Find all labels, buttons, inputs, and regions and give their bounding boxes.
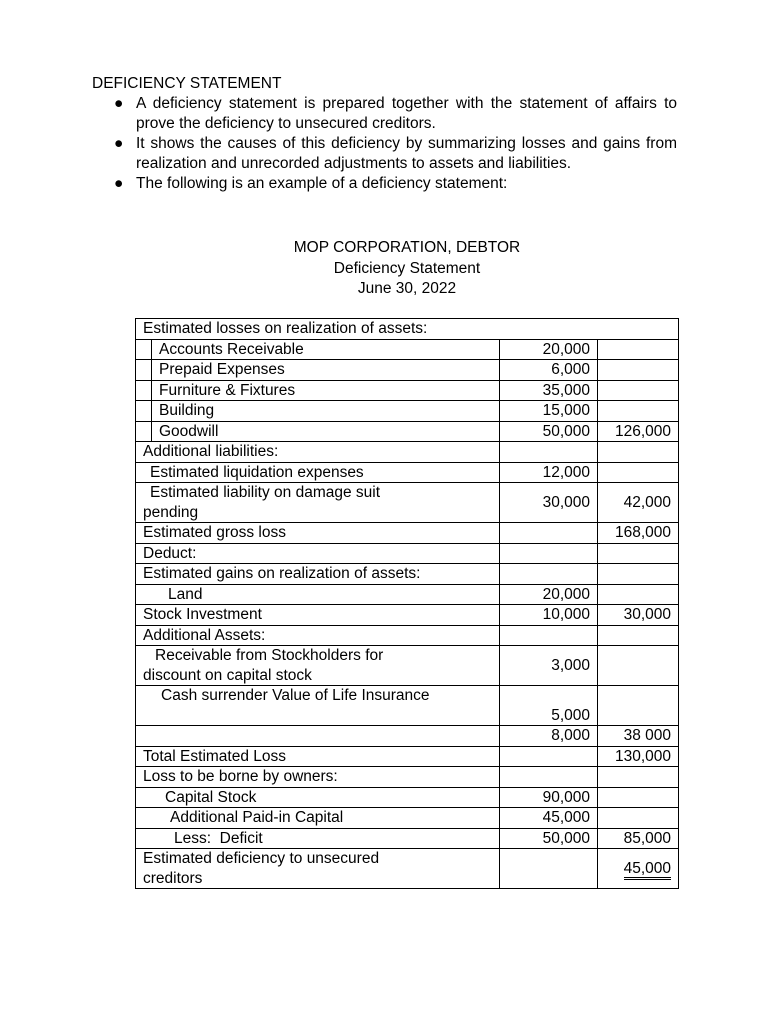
row-label: Stock Investment — [136, 605, 500, 626]
row-label: Furniture & Fixtures — [152, 380, 500, 401]
row-label: Prepaid Expenses — [152, 360, 500, 381]
row-label: Goodwill — [152, 421, 500, 442]
table-row — [136, 421, 679, 442]
final-deficiency-amount: 45,000 — [624, 860, 671, 880]
bullet-item — [92, 174, 677, 194]
bullet-text: The following is an example of a deficiency statement: — [136, 175, 508, 192]
row-amount: 50,000 — [500, 421, 598, 442]
page-heading: DEFICIENCY STATEMENT — [92, 75, 282, 92]
row-label: Estimated gross loss — [136, 523, 500, 544]
row-total: 168,000 — [598, 523, 679, 544]
row-amount: 45,000 — [500, 808, 598, 829]
gains-header: Estimated gains on realization of assets: — [136, 564, 500, 585]
bullet-dot-icon: ● — [114, 135, 124, 152]
statement-date: June 30, 2022 — [357, 280, 457, 297]
table-row — [136, 462, 679, 483]
bullet-text: A deficiency statement is prepared together with the statement of affairs to prove the deficiency to unsecured creditors. — [136, 95, 677, 132]
row-amount: 15,000 — [500, 401, 598, 422]
row-amount: 3,000 — [500, 646, 598, 686]
table-row — [136, 625, 679, 646]
row-label: Estimated liability on damage suit pending — [136, 483, 500, 523]
deduct-label: Deduct: — [136, 543, 500, 564]
row-total: 38 000 — [598, 726, 679, 747]
table-row — [136, 442, 679, 463]
row-amount: 30,000 — [500, 483, 598, 523]
bullet-dot-icon: ● — [114, 175, 124, 192]
row-total: 42,000 — [598, 483, 679, 523]
row-amount: 5,000 — [500, 686, 598, 726]
table-row — [136, 523, 679, 544]
company-name: MOP CORPORATION, DEBTOR — [293, 239, 521, 256]
table-row — [136, 380, 679, 401]
addl-assets-header: Additional Assets: — [136, 625, 500, 646]
bullet-text: It shows the causes of this deficiency by summarizing losses and gains from realization and unrecorded adjustments to assets and liabilities. — [136, 135, 677, 172]
owners-header: Loss to be borne by owners: — [136, 767, 500, 788]
row-amount: 35,000 — [500, 380, 598, 401]
table-row — [136, 319, 679, 340]
row-total: 130,000 — [598, 746, 679, 767]
statement-name: Deficiency Statement — [333, 259, 481, 277]
table-row — [136, 605, 679, 626]
deficiency-statement-table — [135, 318, 679, 889]
row-amount: 20,000 — [500, 339, 598, 360]
table-row — [136, 726, 679, 747]
table-row — [136, 746, 679, 767]
table-row — [136, 483, 679, 523]
row-label: Capital Stock — [136, 787, 500, 808]
row-total: 126,000 — [598, 421, 679, 442]
table-row — [136, 564, 679, 585]
table-row — [136, 849, 679, 889]
statement-title-block — [136, 238, 678, 300]
row-total: 30,000 — [598, 605, 679, 626]
bullet-item — [92, 134, 677, 174]
row-amount: 50,000 — [500, 828, 598, 849]
table-row — [136, 401, 679, 422]
bullet-dot-icon: ● — [114, 95, 124, 112]
table-row — [136, 360, 679, 381]
row-amount: 12,000 — [500, 462, 598, 483]
table-row — [136, 808, 679, 829]
row-amount: 10,000 — [500, 605, 598, 626]
addl-liabilities-header: Additional liabilities: — [136, 442, 500, 463]
row-label: Estimated liquidation expenses — [136, 462, 500, 483]
row-label: Accounts Receivable — [152, 339, 500, 360]
row-label: Land — [136, 584, 500, 605]
table-row — [136, 543, 679, 564]
table-row — [136, 828, 679, 849]
row-amount: 90,000 — [500, 787, 598, 808]
row-amount: 20,000 — [500, 584, 598, 605]
losses-header: Estimated losses on realization of assets: — [136, 319, 679, 340]
table-row — [136, 646, 679, 686]
table-row — [136, 584, 679, 605]
row-total — [598, 849, 679, 889]
bullet-list — [92, 94, 677, 194]
table-row — [136, 686, 679, 726]
bullet-item — [92, 94, 677, 134]
row-label: Additional Paid-in Capital — [136, 808, 500, 829]
row-amount: 8,000 — [500, 726, 598, 747]
row-amount: 6,000 — [500, 360, 598, 381]
table-row — [136, 767, 679, 788]
table-row — [136, 339, 679, 360]
row-label: Building — [152, 401, 500, 422]
table-row — [136, 787, 679, 808]
row-label: Less: Deficit — [136, 828, 500, 849]
row-label: Receivable from Stockholders for discount on capital stock — [136, 646, 500, 686]
row-label: Cash surrender Value of Life Insurance — [136, 686, 500, 726]
row-label: Total Estimated Loss — [136, 746, 500, 767]
row-label: Estimated deficiency to unsecured creditors — [136, 849, 500, 889]
row-total: 85,000 — [598, 828, 679, 849]
